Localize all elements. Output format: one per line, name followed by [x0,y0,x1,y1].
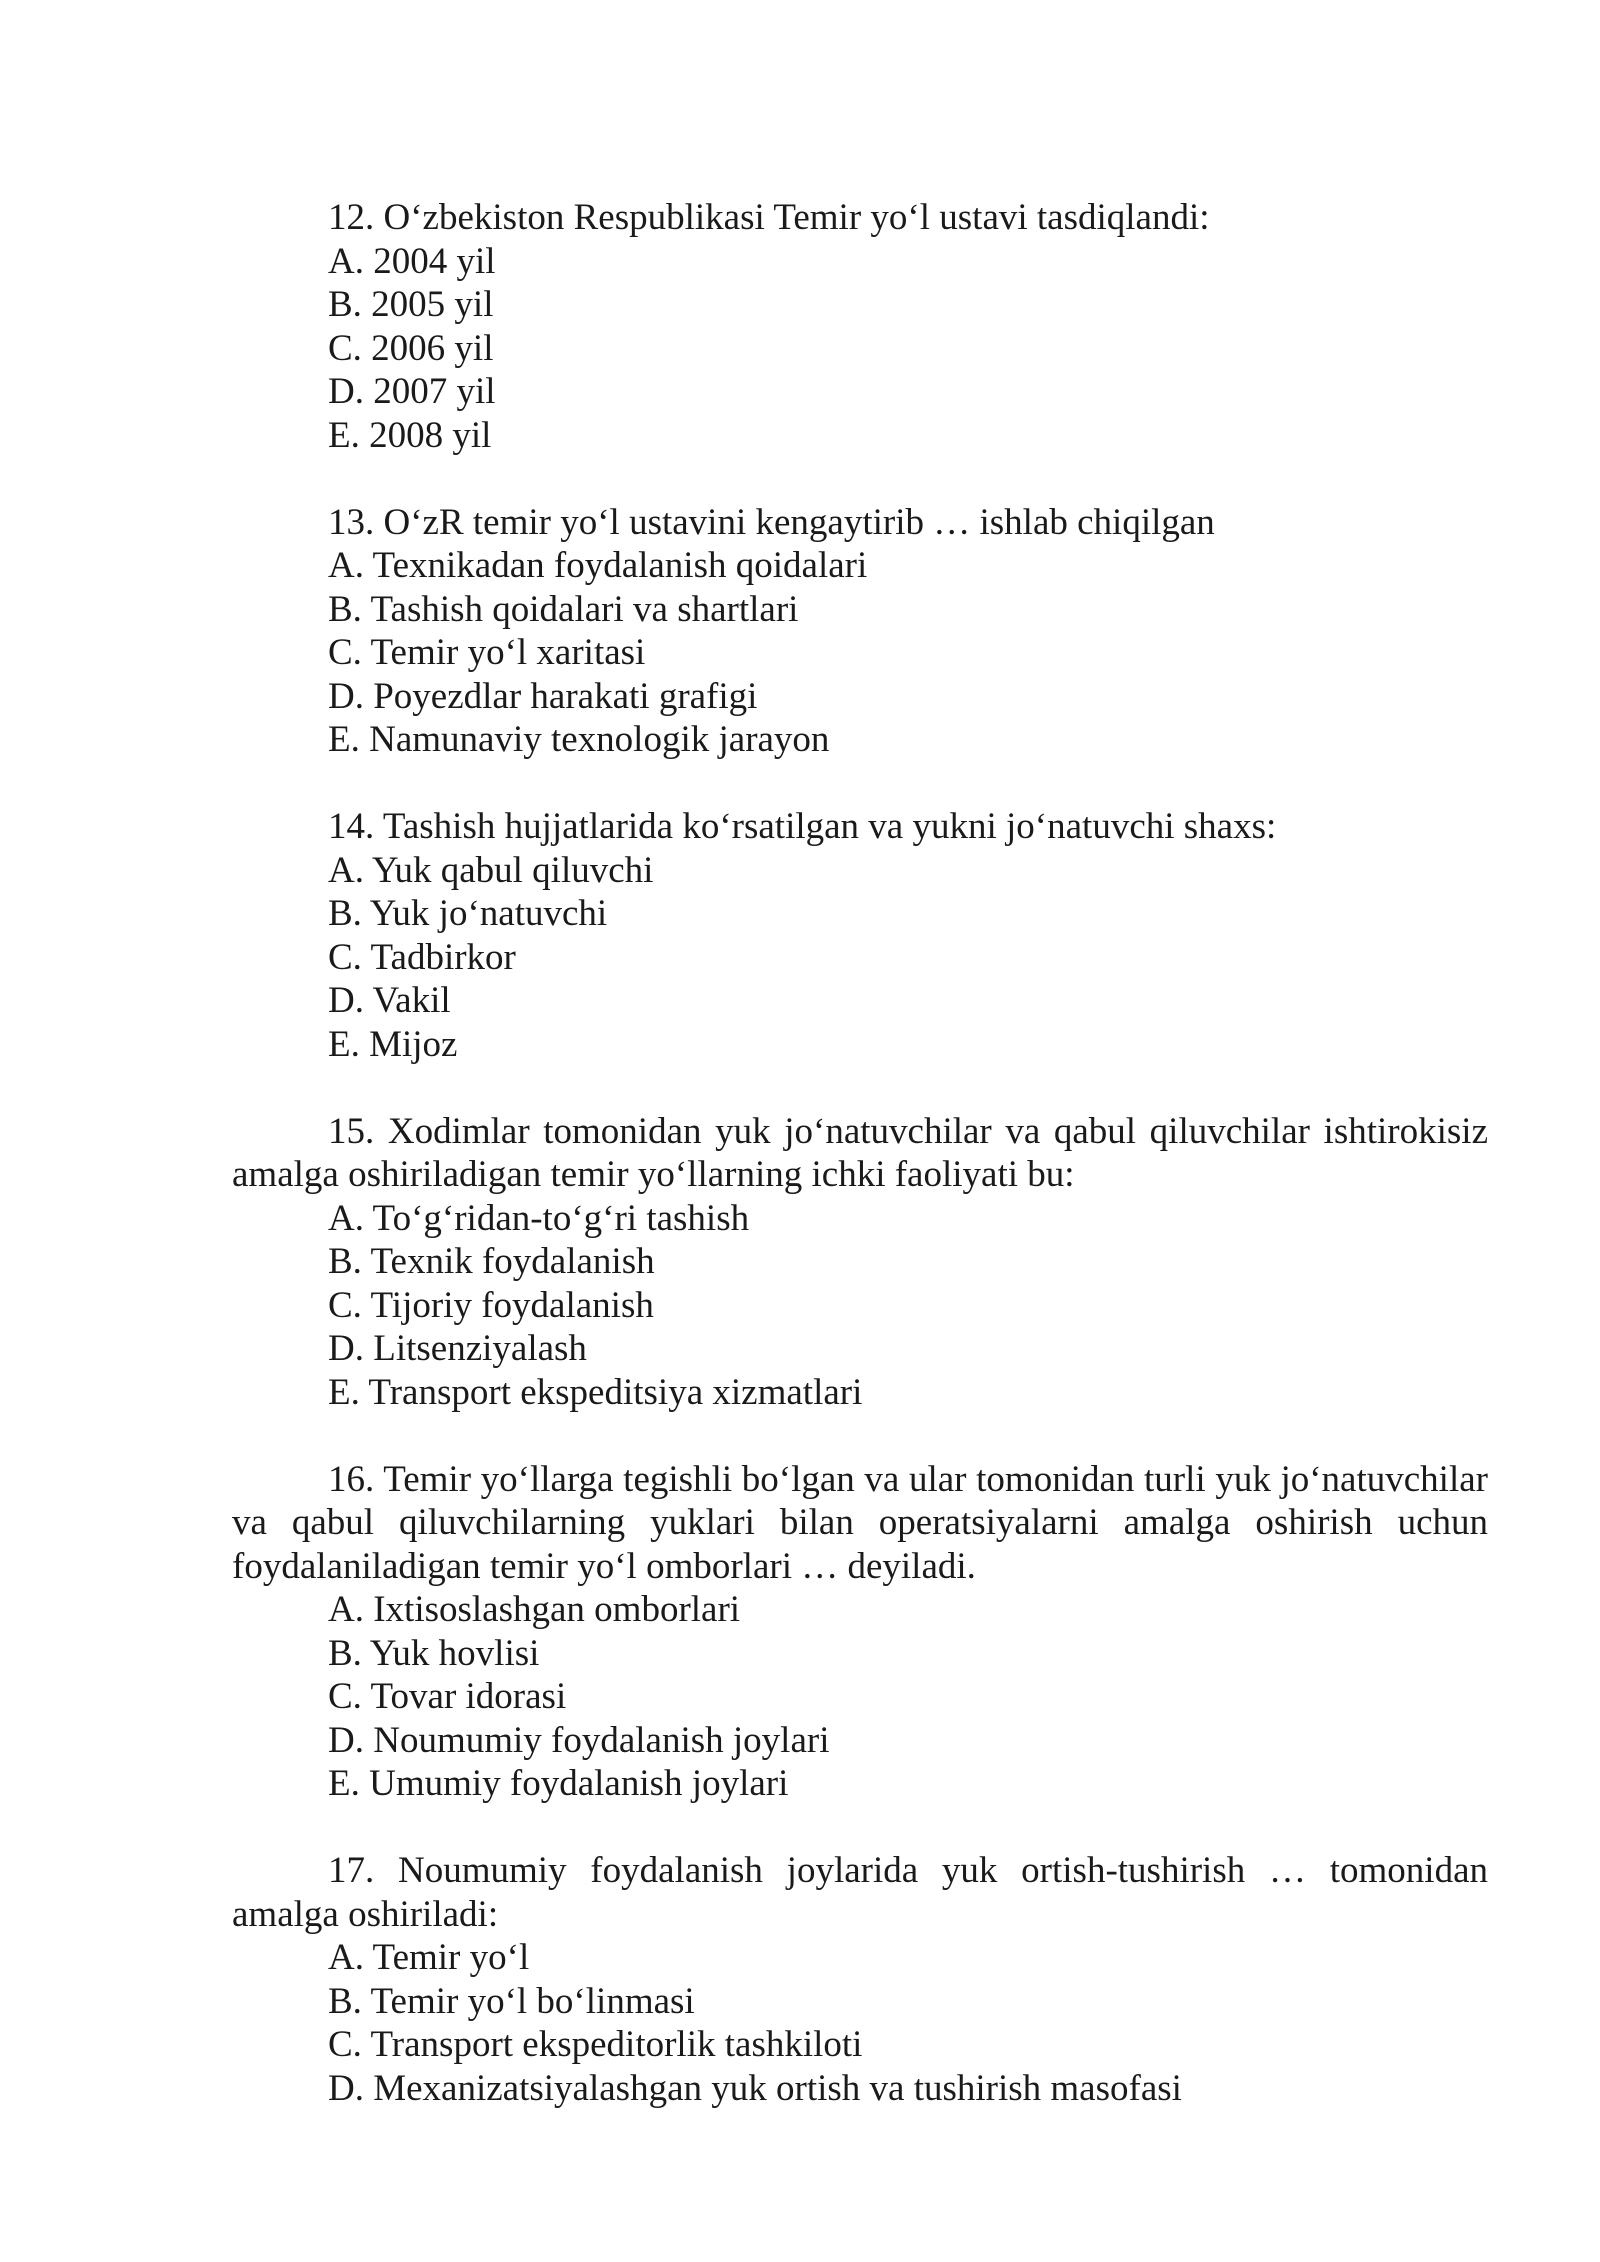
answer-options [232,1588,1488,1806]
answer-option-a: A. Ixtisoslashgan omborlari [328,1589,741,1630]
answer-options [232,1197,1488,1415]
answer-option-d: D. Vakil [328,980,451,1021]
question-12 [232,196,1488,457]
answer-option-b: B. Yuk jo‘natuvchi [328,893,608,934]
answer-options [232,240,1488,458]
question-15 [232,1110,1488,1415]
answer-option-d: D. Litsenziyalash [328,1328,587,1369]
answer-option-e: E. Mijoz [328,1023,458,1065]
question-14 [232,805,1488,1066]
answer-option-d: D. Mexanizatsiyalashgan yuk ortish va tushirish masofasi [328,2067,1182,2109]
document-page [232,196,1488,2154]
answer-option-e: E. Umumiy foydalanish joylari [328,1763,789,1804]
answer-option-d: D. 2007 yil [328,371,496,412]
question-text: 15. Xodimlar tomonidan yuk jo‘natuvchilar va qabul qiluvchilar ishtirokisiz amalga oshiriladigan temir yo‘llarning ichki faoliyati bu: [232,1110,1488,1195]
answer-option-a: A. Yuk qabul qiluvchi [328,849,654,891]
answer-option-c: C. Transport ekspeditorlik tashkiloti [328,2024,863,2065]
answer-option-e: E. 2008 yil [328,414,492,456]
answer-option-b: B. Yuk hovlisi [328,1632,540,1674]
answer-option-a: A. 2004 yil [328,240,496,282]
answer-option-c: C. 2006 yil [328,327,494,369]
question-text: 12. O‘zbekiston Respublikasi Temir yo‘l ustavi tasdiqlandi: [328,197,1210,238]
answer-option-e: E. Namunaviy texnologik jarayon [328,719,830,760]
answer-option-c: C. Tovar idorasi [328,1676,567,1717]
answer-option-c: C. Tijoriy foydalanish [328,1284,654,1326]
question-text: 13. O‘zR temir yo‘l ustavini kengaytirib … ishlab chiqilgan [328,501,1215,543]
question-16 [232,1458,1488,1806]
answer-option-e: E. Transport ekspeditsiya xizmatlari [328,1371,863,1413]
answer-option-c: C. Tadbirkor [328,936,516,978]
question-text: 14. Tashish hujjatlarida ko‘rsatilgan va yukni jo‘natuvchi shaxs: [328,806,1277,847]
answer-option-b: B. Tashish qoidalari va shartlari [328,588,799,630]
answer-option-b: B. Temir yo‘l bo‘linmasi [328,1980,695,2022]
answer-option-b: B. 2005 yil [328,284,494,325]
answer-options [232,1936,1488,2110]
question-17 [232,1849,1488,2110]
answer-option-c: C. Temir yo‘l xaritasi [328,632,646,673]
question-13 [232,501,1488,762]
question-text: 16. Temir yo‘llarga tegishli bo‘lgan va ular tomonidan turli yuk jo‘natuvchilar va qabul qiluvchilarning yuklari bilan operatsiyalarni amalga oshirish uchun foydalaniladigan temir yo‘l omborlari … deyiladi. [232,1458,1488,1587]
answer-option-b: B. Texnik foydalanish [328,1241,655,1282]
answer-option-a: A. To‘g‘ridan-to‘g‘ri tashish [328,1197,750,1239]
answer-option-d: D. Poyezdlar harakati grafigi [328,675,758,717]
answer-options [232,849,1488,1067]
answer-options [232,544,1488,762]
answer-option-d: D. Noumumiy foydalanish joylari [328,1719,830,1761]
answer-option-a: A. Temir yo‘l [328,1937,530,1978]
answer-option-a: A. Texnikadan foydalanish qoidalari [328,545,868,586]
question-text: 17. Noumumiy foydalanish joylarida yuk ortish-tushirish … tomonidan amalga oshiriladi: [232,1850,1488,1935]
